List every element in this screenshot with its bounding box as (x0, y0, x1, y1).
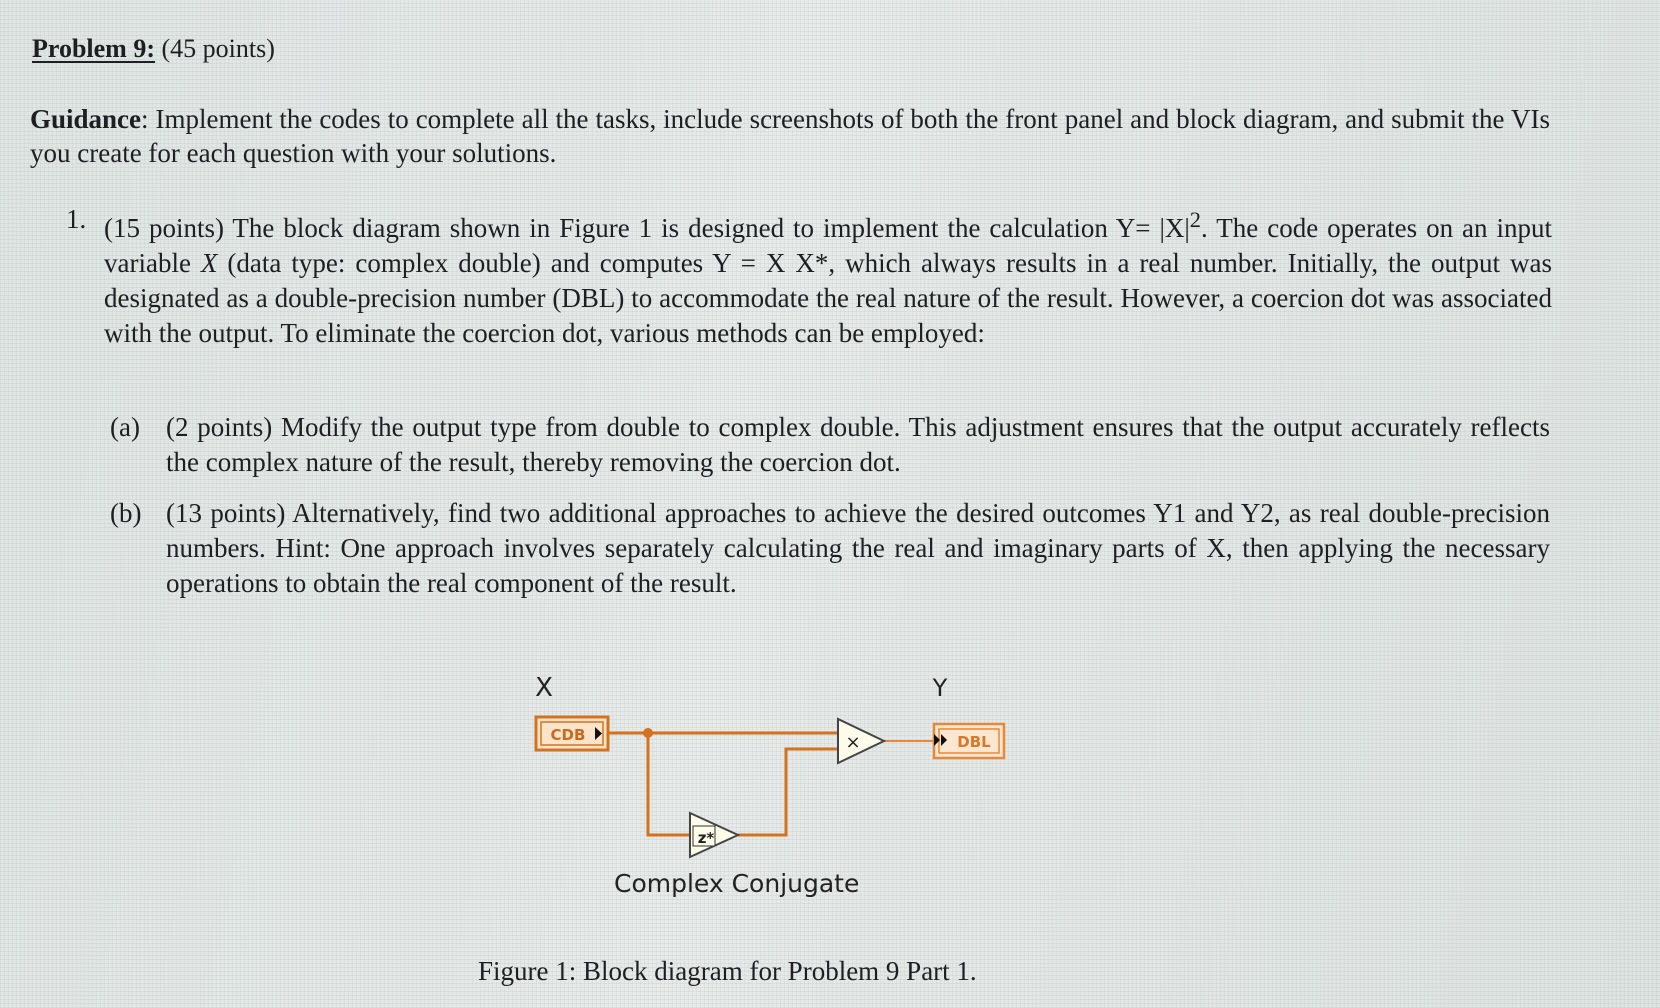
complex-conjugate-node[interactable] (690, 813, 738, 857)
conjugate-caption: Complex Conjugate (614, 869, 860, 898)
question-1a-text: (2 points) Modify the output type from double to complex double. This adjustment ensures that the output accurately reflects the complex nature of the result, thereby removing the coercion dot. (166, 412, 1550, 477)
block-diagram (500, 660, 1120, 910)
output-terminal-label: DBL (957, 733, 991, 751)
multiply-icon: × (845, 732, 861, 753)
output-terminal-dbl[interactable] (934, 724, 1004, 758)
problem-points: (45 points) (161, 34, 275, 63)
question-1-text-part-c: (data type: complex double) and computes Y = X X*, which always results in a real number. Initially, the output was designated as a double-precision number (DBL) to accommodate the real nature of the result. However, a coercion dot was associated with the output. To eliminate the coercion dot, various methods can be employed: (104, 248, 1552, 348)
exponent: 2 (1189, 207, 1202, 232)
question-1a-label: (a) (110, 412, 140, 442)
complex-wires (608, 733, 840, 835)
question-1-text-part-a: (15 points) The block diagram shown in Figure 1 is designed to implement the calculation Y= |X| (104, 213, 1190, 243)
multiply-node[interactable] (838, 719, 884, 763)
question-1 (66, 202, 1552, 351)
input-terminal-cdb[interactable] (536, 717, 608, 750)
question-1b (110, 496, 1550, 601)
guidance-text: : Implement the codes to complete all the tasks, include screenshots of both the front panel and block diagram, and submit the VIs you create for each question with your solutions. (30, 104, 1550, 168)
question-1-text (104, 202, 1552, 351)
problem-number: Problem 9: (32, 34, 155, 63)
guidance-label: Guidance (30, 104, 142, 134)
wire-junction-dot (643, 728, 653, 738)
wire-conjugate-to-multiply (738, 749, 840, 835)
conjugate-icon: z* (697, 829, 715, 847)
question-1b-label: (b) (110, 498, 142, 528)
input-label: X (535, 673, 553, 703)
figure-caption: Figure 1: Block diagram for Problem 9 Part 1. (478, 956, 977, 986)
output-label: Y (932, 674, 948, 702)
question-1-text-part-b: . The code operates on an input variable (104, 213, 1552, 278)
guidance-paragraph (30, 102, 1550, 170)
question-1b-text: (13 points) Alternatively, find two additional approaches to achieve the desired outcomes Y1 and Y2, as real double-precision numbers. Hint: One approach involves separately calculating the real and imaginary parts of X, then applying the necessary operations to obtain the real component of the result. (166, 498, 1550, 598)
problem-heading (32, 34, 275, 64)
wire-x-to-conjugate (648, 733, 692, 835)
variable-x: X (200, 248, 218, 278)
question-1-number: 1. (66, 204, 87, 234)
question-1a (110, 410, 1550, 480)
input-terminal-label: CDB (550, 726, 586, 744)
